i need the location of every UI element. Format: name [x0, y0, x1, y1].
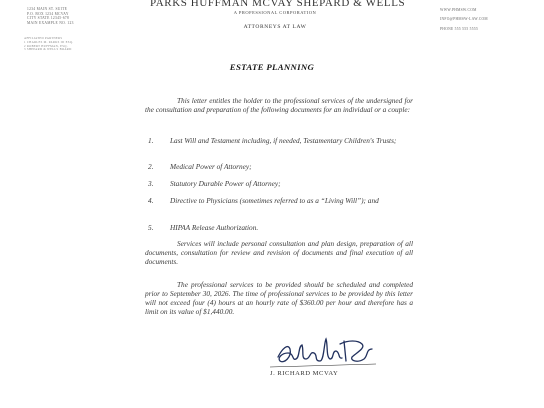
list-item-number: 3. [148, 179, 154, 188]
signatory-name: J. RICHARD MCVAY [270, 370, 339, 377]
contact-phone: PHONE 555 555 5555 [440, 27, 479, 31]
contact-email: INFO@PHMSW-LAW.COM [440, 17, 488, 21]
signature-image [268, 331, 378, 373]
partner-list [24, 37, 73, 52]
list-item-number: 1. [148, 136, 154, 145]
address-line: P.O. BOX 1234 MCVAY [27, 11, 69, 16]
partner-line: 2 ROBERT HUFFMAN, ESQ. [24, 43, 68, 48]
firm-practice: ATTORNEYS AT LAW [243, 24, 307, 30]
address-line: CITY STATE 12345-678 [27, 16, 70, 21]
address-line: MAIN EXAMPLE NO. 123 [27, 20, 74, 25]
contact-web: WWW.PHMSW.COM [440, 8, 477, 12]
firm-name: PARKS HUFFMAN MCVAY SHEPARD & WELLS [150, 0, 406, 9]
list-item-text: Last Will and Testament including, if needed, Testamentary Children's Trusts; [170, 136, 397, 145]
partner-line: 1 CHARLES M. PARKS III ESQ. [24, 39, 74, 44]
list-item-text: HIPAA Release Authorization. [170, 223, 259, 232]
list-item-text: Statutory Durable Power of Attorney; [170, 179, 281, 188]
list-item-number: 4. [148, 196, 154, 205]
document-title: ESTATE PLANNING [229, 62, 315, 72]
firm-type: A PROFESSIONAL CORPORATION [233, 10, 317, 15]
services-paragraph: Services will include personal consultation and plan design, preparation of all documents, consultation for review and revision of documents and final execution of all documents. [145, 239, 413, 266]
address-line: 1234 MAIN ST. SUITE [27, 7, 68, 11]
intro-paragraph: This letter entitles the holder to the professional services of the undersigned for the consultation and preparation of the following documents for an individual or a couple: [145, 96, 413, 114]
list-item-number: 2. [148, 162, 154, 171]
list-item-text: Medical Power of Attorney; [170, 162, 252, 171]
partner-line: AFFILIATED PARTNERS [24, 36, 63, 40]
firm-address [27, 7, 74, 25]
partner-line: 3 SHEPARD & WELLS BOARD [24, 47, 72, 52]
list-item-number: 5. [148, 223, 154, 232]
list-item-text: Directive to Physicians (sometimes referred to as a “Living Will”); and [170, 196, 379, 205]
terms-paragraph: The professional services to be provided should be scheduled and completed prior to September 30, 2026. The time of professional services to be provided by this letter will not exceed four (4) hours at an hourly rate of $360.00 per hour and therefore has a limit on its value of $1,440.00. [145, 280, 413, 316]
